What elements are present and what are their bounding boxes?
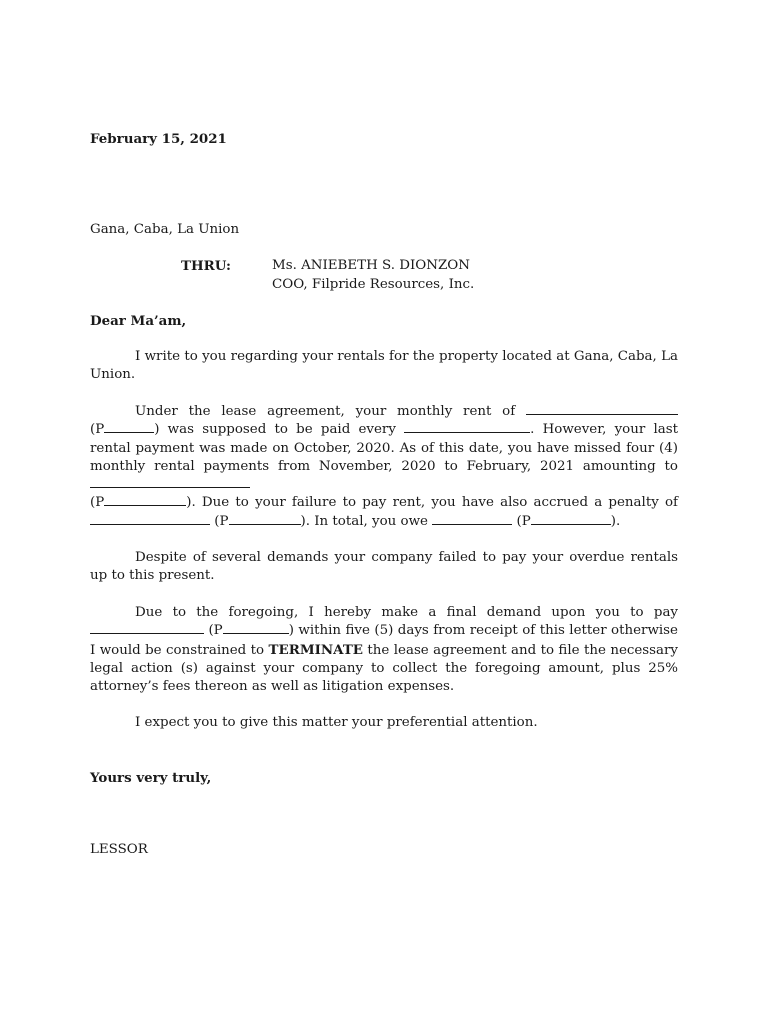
paragraph-closing-request: I expect you to give this matter your preferential attention. (135, 715, 538, 730)
thru-label: THRU: (181, 258, 231, 274)
p2-text-d: . However, your last rental payment was made on October, 2020. As of this date, you have missed four (4) monthly rental payments from November, 2020 to February, 2021 amounting to (90, 422, 678, 474)
penalty-blank (90, 513, 210, 525)
p4-text-a: Due to the foregoing, I hereby make a final demand upon you to pay (135, 605, 678, 620)
p2-text-h: ). In total, you owe (300, 513, 428, 529)
closing: Yours very truly, (90, 770, 212, 786)
p2-text-b: (P (90, 422, 105, 438)
missed-amount-blank (90, 476, 250, 488)
p2-text-e: (P (90, 495, 105, 511)
penalty-peso-blank (229, 513, 301, 525)
missed-amount-peso-blank (104, 494, 186, 506)
p2-text-j: ). (610, 513, 621, 529)
recipient-address: Gana, Caba, La Union (90, 222, 240, 237)
paragraph-lease-terms (90, 403, 678, 531)
total-owed-blank (432, 513, 512, 525)
p4-text-c: ) within five (5) days from receipt of this letter otherwise I would be constrained to (90, 623, 678, 658)
p4-text-d: the lease agreement and to file the necessary legal action (s) against your company to collect the foregoing amount, plus 25% attorney’s fees thereon as well as litigation expenses. (90, 642, 678, 695)
salutation: Dear Ma’am, (90, 313, 187, 329)
p4-text-b: (P (208, 623, 223, 639)
paragraph-intro: I write to you regarding your rentals for the property located at Gana, Caba, La Union. (90, 349, 678, 383)
total-owed-peso-blank (531, 513, 611, 525)
payment-schedule-blank (404, 421, 530, 433)
final-demand-peso-blank (223, 622, 289, 634)
p2-text-i: (P (516, 513, 531, 529)
signature-lessor: LESSOR (90, 842, 148, 857)
paragraph-demands: Despite of several demands your company failed to pay your overdue rentals up to this present. (90, 550, 678, 584)
thru-title: COO, Filpride Resources, Inc. (272, 277, 475, 292)
p2-text-g: (P (214, 513, 229, 529)
final-demand-blank (90, 622, 204, 634)
p2-text-f: ). Due to your failure to pay rent, you have also accrued a penalty of (186, 495, 678, 511)
terminate-emphasis: TERMINATE (268, 641, 363, 658)
paragraph-final-demand (90, 604, 678, 696)
monthly-rent-blank (526, 403, 678, 415)
thru-name: Ms. ANIEBETH S. DIONZON (272, 258, 470, 273)
monthly-rent-amount-blank (104, 421, 154, 433)
letter-date: February 15, 2021 (90, 131, 227, 147)
p2-text-a: Under the lease agreement, your monthly rent of (135, 404, 516, 419)
p2-text-c: ) was supposed to be paid every (154, 422, 396, 438)
